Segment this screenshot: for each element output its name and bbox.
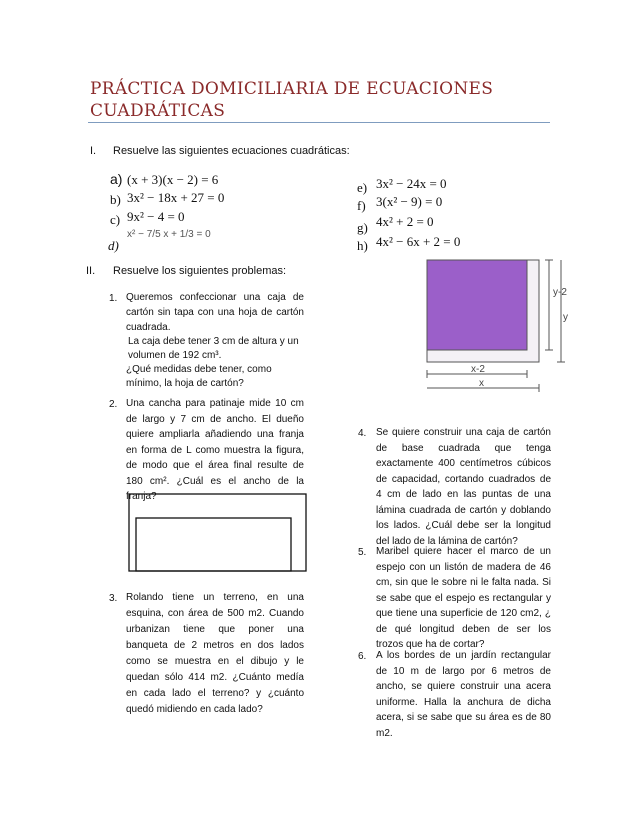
- label-x-minus-2: x-2: [471, 364, 485, 375]
- box-diagram: [425, 258, 575, 398]
- l-shape-figure: [128, 493, 308, 573]
- title-divider: [88, 122, 550, 123]
- eq-h: 4x² − 6x + 2 = 0: [376, 234, 461, 249]
- eq-f: 3(x² − 9) = 0: [376, 194, 443, 209]
- eq-e: 3x² − 24x = 0: [376, 176, 447, 191]
- section-2-numeral: II.: [86, 265, 96, 277]
- eq-c-label: c): [110, 212, 121, 227]
- label-y: y: [563, 312, 568, 323]
- inner-purple-square: [427, 260, 527, 350]
- eq-h-label: h): [357, 238, 368, 253]
- problem-4-number: 4.: [358, 428, 367, 439]
- section-1-heading: Resuelve las siguientes ecuaciones cuadráticas:: [113, 145, 350, 157]
- eq-a-label: a): [110, 171, 123, 187]
- page-title: PRÁCTICA DOMICILIARIA DE ECUACIONES CUADRÁTICAS: [90, 79, 494, 121]
- label-x: x: [479, 378, 484, 389]
- eq-e-label: e): [357, 180, 368, 195]
- problem-3-number: 3.: [109, 593, 118, 604]
- section-2-heading: Resuelve los siguientes problemas:: [113, 265, 287, 277]
- problem-3-text: Rolando tiene un terreno, en una esquina, con área de 500 m2. Cuando urbanizan tiene que poner una banqueta de 2 metros en dos lados como se muestra en el dibujo y le quedan sólo 414 m2. ¿Cuánto medía en cada lado el terreno? y ¿cuánto quedó midiendo en cada lado?: [126, 592, 304, 715]
- eq-d-label: d): [108, 238, 119, 253]
- problem-2-text: Una cancha para patinaje mide 10 cm de largo y 7 cm de ancho. El dueño quiere ampliarla añadiendo una franja en forma de L como muestra la figura, de modo que el área final resulte de 180 cm². ¿Cuál es el ancho de la franja?: [126, 398, 304, 502]
- eq-b: 3x² − 18x + 27 = 0: [127, 190, 225, 205]
- eq-g-label: g): [357, 220, 368, 235]
- eq-a: (x + 3)(x − 2) = 6: [127, 172, 219, 187]
- problem-4-text: Se quiere construir una caja de cartón de base cuadrada que tenga exactamente 400 centímetros cúbicos de capacidad, cortando cuadrados de 4 cm de lado en las puntas de una lámina cuadrada de cartón y doblando los lados. ¿Cuál debe ser la longitud del lado de la lámina de cartón?: [376, 427, 551, 547]
- outer-rectangle: [129, 494, 306, 571]
- problem-2-number: 2.: [109, 399, 118, 410]
- eq-f-label: f): [357, 198, 366, 213]
- problem-5-text: Maribel quiere hacer el marco de un espejo con un listón de madera de 46 cm, sin que le sobre ni le falta nada. Si se sabe que el espejo es rectangular y que tiene una superficie de 120 cm2, ¿ de qué longitud deben de ser los trozos que ha de cortar?: [376, 546, 551, 650]
- label-y-minus-2: y-2: [553, 287, 567, 298]
- problem-1-line-3: ¿Qué medidas debe tener, como mínimo, la hoja de cartón?: [126, 364, 272, 389]
- problem-6-text: A los bordes de un jardín rectangular de 10 m de largo por 6 metros de ancho, se quiere construir una acera uniforme. Halla la anchura de dicha acera, si se sabe que su área es de 80 m2.: [376, 650, 551, 739]
- problem-5-number: 5.: [358, 547, 367, 558]
- problem-6-number: 6.: [358, 651, 367, 662]
- problem-1-line-2: La caja debe tener 3 cm de altura y un volumen de 192 cm³.: [128, 336, 299, 361]
- problem-1-text: [126, 290, 304, 391]
- section-1-numeral: I.: [90, 145, 97, 157]
- eq-g: 4x² + 2 = 0: [376, 214, 434, 229]
- problem-1-number: 1.: [109, 293, 118, 304]
- eq-c: 9x² − 4 = 0: [127, 209, 185, 224]
- inner-rectangle: [136, 518, 291, 571]
- eq-b-label: b): [110, 192, 121, 207]
- problem-1-line-1: Queremos confeccionar una caja de cartón sin tapa con una hoja de cartón cuadrada.: [126, 292, 304, 333]
- eq-d: x² − 7/5 x + 1/3 = 0: [127, 229, 211, 240]
